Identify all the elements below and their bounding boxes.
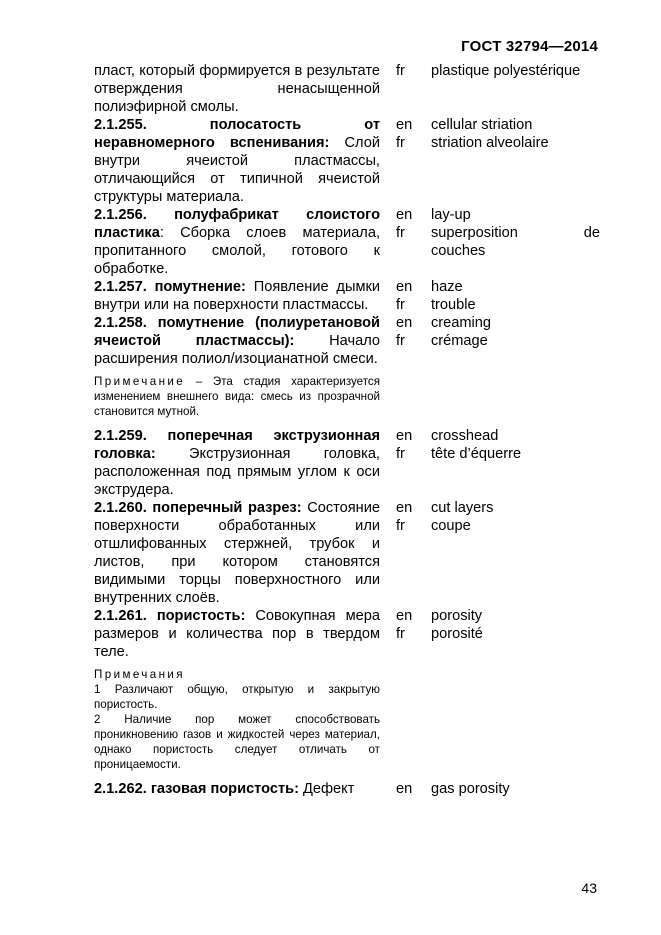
language-codes [396, 278, 420, 314]
lang-code: en [396, 279, 413, 295]
term-name: помутнение (полиуретановой ячеистой пластмассы): [94, 315, 380, 349]
term-name: полуфабрикат слоистого пластика [94, 207, 380, 241]
equivalent-fr: coupe [431, 518, 471, 534]
lang-code: fr [396, 297, 405, 313]
foreign-equivalents [431, 427, 600, 463]
equivalent-fr: trouble [431, 297, 476, 313]
term-number: 2.1.257. [94, 279, 147, 295]
equivalent-fr-word: superposition [431, 225, 518, 241]
equivalent-en: creaming [431, 315, 492, 331]
equivalent-fr-word: de [583, 225, 600, 241]
language-codes [396, 206, 420, 242]
term-number: 2.1.260. [94, 500, 147, 516]
lang-code: fr [396, 135, 405, 151]
lang-code: en [396, 207, 413, 223]
term-entry-continued [94, 62, 600, 116]
term-entry-2-1-256 [94, 206, 600, 278]
foreign-equivalents [431, 116, 600, 152]
term-number: 2.1.262. [94, 781, 147, 797]
language-codes [396, 62, 420, 80]
equivalent-en: cut layers [431, 500, 494, 516]
foreign-equivalents [431, 499, 600, 535]
language-codes [396, 427, 420, 463]
terms-list [94, 62, 600, 798]
term-definition: : Сборка слоев материала, пропитанного смолой, готового к обработке. [94, 225, 380, 277]
term-number: 2.1.261. [94, 608, 147, 624]
equivalent-fr: tête d’équerre [431, 446, 522, 462]
term-name: газовая пористость: [150, 781, 299, 797]
foreign-equivalents [431, 314, 600, 350]
term-entry-2-1-257 [94, 278, 600, 314]
language-codes [396, 780, 420, 798]
lang-code: fr [396, 518, 405, 534]
notes-block [94, 667, 380, 772]
lang-code: fr [396, 333, 405, 349]
equivalent-fr [431, 224, 600, 242]
foreign-equivalents [431, 206, 600, 260]
lang-code: fr [396, 446, 405, 462]
term-entry-2-1-260 [94, 499, 600, 607]
note-text: – Эта стадия характеризуется изменением внешнего вида: смесь из прозрачной становится мутной. [94, 375, 380, 418]
language-codes [396, 499, 420, 535]
term-name: поперечный разрез: [152, 500, 302, 516]
term-name: помутнение: [154, 279, 246, 295]
equivalent-en: haze [431, 279, 463, 295]
equivalent-fr: crémage [431, 333, 488, 349]
language-codes [396, 607, 420, 643]
lang-code: en [396, 428, 413, 444]
equivalent-fr: striation alveolaire [431, 135, 549, 151]
note-label: Примечание [94, 375, 186, 388]
term-definition: Дефект [303, 781, 355, 797]
term-name: поперечная экструзионная головка: [94, 428, 380, 462]
foreign-equivalents [431, 607, 600, 643]
foreign-equivalents [431, 278, 600, 314]
equivalent-en: gas porosity [431, 781, 510, 797]
foreign-equivalents [431, 62, 600, 80]
term-name: пористость: [156, 608, 246, 624]
term-number: 2.1.255. [94, 117, 147, 133]
note-item: 2 Наличие пор может способствовать проникновению газов и жидкостей через материал, однако пористость следует отличать от проницаемости. [94, 713, 380, 771]
equivalent-fr-word: couches [431, 243, 486, 259]
lang-code: en [396, 500, 413, 516]
term-entry-2-1-259 [94, 427, 600, 499]
equivalent-en: lay-up [431, 207, 471, 223]
lang-code: fr [396, 225, 405, 241]
notes-label: Примечания [94, 668, 185, 681]
term-entry-2-1-262 [94, 780, 600, 798]
term-number: 2.1.256. [94, 207, 147, 223]
term-entry-2-1-258 [94, 314, 600, 368]
term-entry-2-1-255 [94, 116, 600, 206]
equivalent-en: porosity [431, 608, 483, 624]
equivalent-fr: plastique polyestérique [431, 63, 581, 79]
lang-code: fr [396, 626, 405, 642]
lang-code: en [396, 117, 413, 133]
term-definition: пласт, который формируется в результате отверждения ненасыщенной полиэфирной смолы. [94, 63, 380, 115]
standard-header: ГОСТ 32794—2014 [461, 38, 598, 55]
note [94, 374, 380, 419]
term-definition: Совокупная мера размеров и количества пор в твердом теле. [94, 608, 381, 660]
term-number: 2.1.259. [94, 428, 147, 444]
term-entry-2-1-261 [94, 607, 600, 661]
term-definition: Слой внутри ячеистой пластмассы, отличающийся от типичной ячеистой структуры материала. [94, 135, 380, 205]
note-item: 1 Различают общую, открытую и закрытую пористость. [94, 683, 380, 711]
term-number: 2.1.258. [94, 315, 147, 331]
language-codes [396, 116, 420, 152]
lang-code: fr [396, 63, 405, 79]
term-definition: Состояние поверхности обработанных или отшлифованных стержней, трубок и листов, при котором становятся видимыми торцы поверхностного или внутренних слоёв. [94, 500, 381, 606]
lang-code: en [396, 315, 413, 331]
lang-code: en [396, 781, 413, 797]
term-name: полосатость от неравномерного вспенивания: [94, 117, 380, 151]
page-number: 43 [581, 880, 597, 896]
equivalent-en: cellular striation [431, 117, 533, 133]
term-definition: Начало расширения полиол/изоцианатной смеси. [94, 333, 380, 367]
equivalent-fr: porosité [431, 626, 483, 642]
term-definition: Экструзионная головка, расположенная под прямым углом к оси экструдера. [94, 446, 380, 498]
foreign-equivalents [431, 780, 600, 798]
term-definition: Появление дымки внутри или на поверхности пластмассы. [94, 279, 381, 313]
lang-code: en [396, 608, 413, 624]
equivalent-en: crosshead [431, 428, 499, 444]
language-codes [396, 314, 420, 350]
